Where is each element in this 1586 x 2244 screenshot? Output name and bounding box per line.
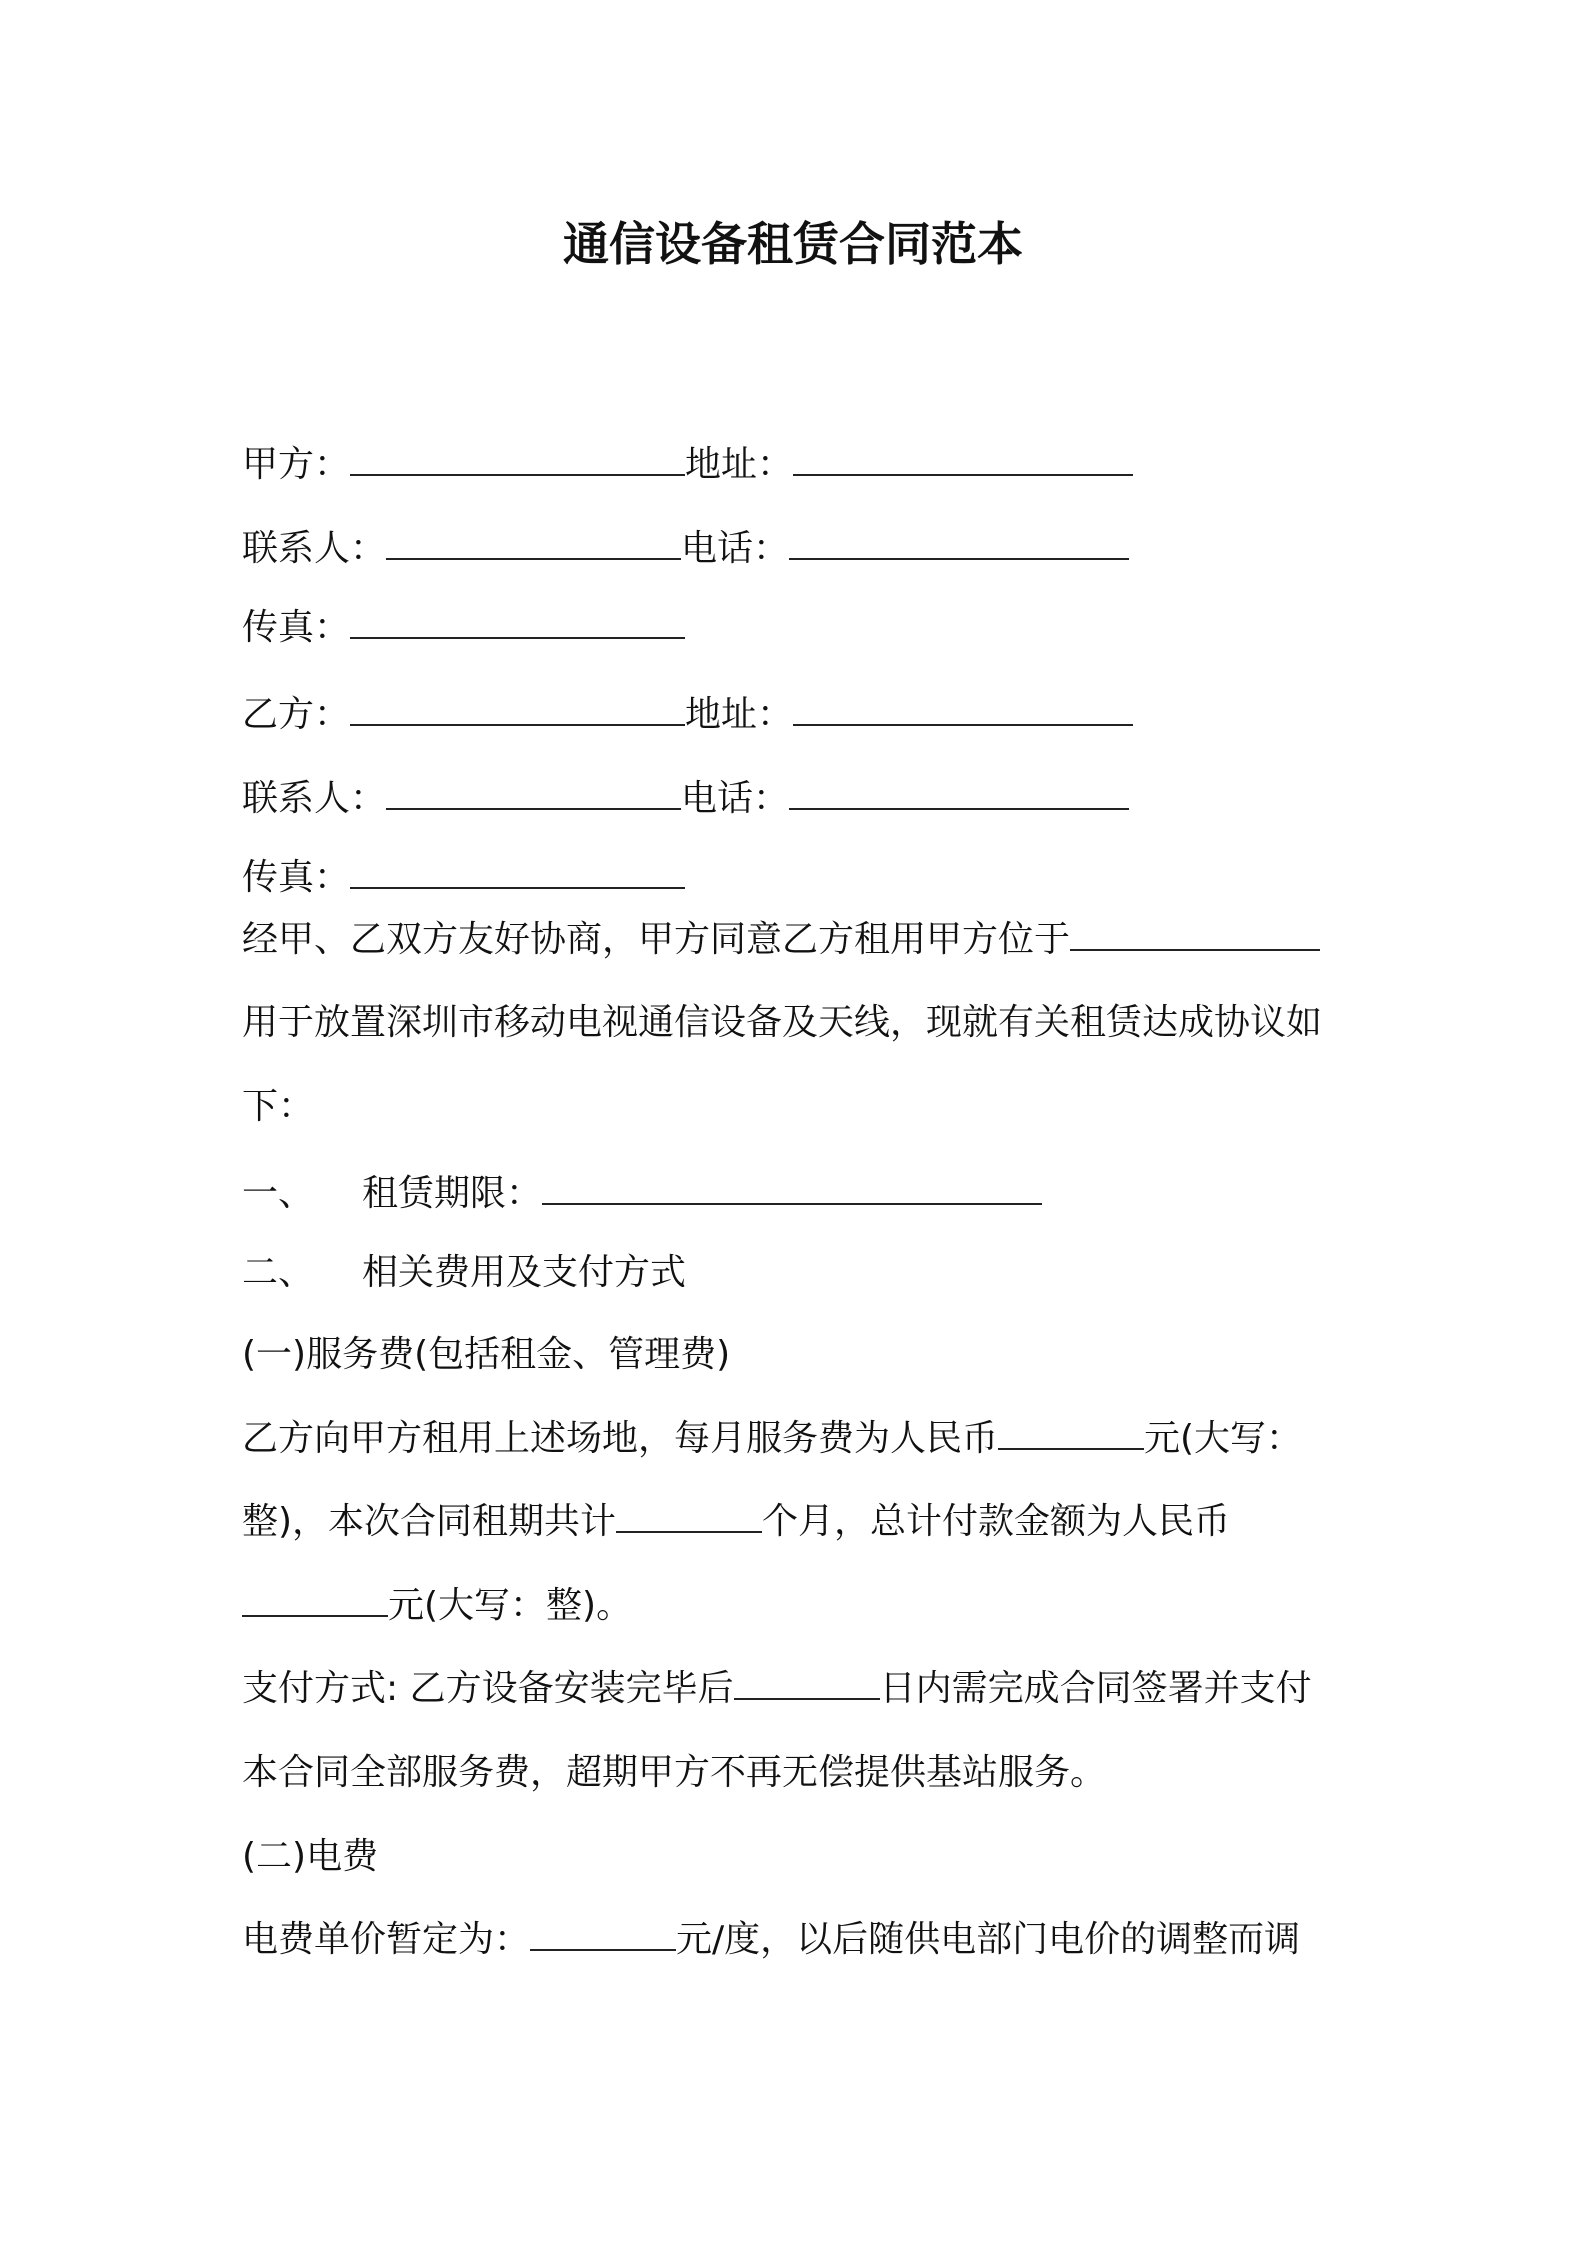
party-b-address-label: 地址： [685, 694, 794, 736]
months-blank[interactable] [616, 1497, 762, 1533]
intro-text-1: 经甲、乙双方友好协商，甲方同意乙方租用甲方位于 [242, 919, 1071, 961]
party-b-contact-label: 联系人： [242, 778, 387, 820]
section-2-label: 相关费用及支付方式 [362, 1252, 687, 1293]
electricity-heading: (二)电费 [242, 1836, 379, 1877]
payment-text-1b: 日内需完成合同签署并支付 [879, 1668, 1312, 1710]
service-fee-text-3b: 元(大写：整)。 [388, 1585, 633, 1627]
service-fee-text-1a: 乙方向甲方租用上述场地，每月服务费为人民币 [242, 1418, 999, 1460]
section-2-number: 二、 [242, 1252, 315, 1293]
page-title: 通信设备租赁合同范本 [563, 217, 1023, 271]
party-b-phone-blank[interactable] [789, 774, 1129, 810]
electricity-text-1b: 元/度，以后随供电部门电价的调整而调 [676, 1919, 1301, 1961]
intro-line-1 [242, 915, 1320, 965]
party-b-fax-label: 传真： [242, 857, 351, 899]
electricity-line-1 [242, 1915, 1300, 1965]
party-a-fax-row [242, 603, 685, 653]
section-1-label: 租赁期限： [362, 1173, 543, 1215]
party-a-contact-row [242, 524, 1129, 574]
service-fee-heading: (一)服务费(包括租金、管理费) [242, 1334, 731, 1375]
section-1-number: 一、 [242, 1173, 315, 1215]
intro-line-3 [242, 1082, 314, 1132]
party-a-address-label: 地址： [685, 444, 794, 486]
party-b-phone-label: 电话： [681, 778, 790, 820]
party-b-fax-blank[interactable] [350, 853, 685, 889]
party-b-fax-row [242, 853, 685, 903]
payment-line-1 [242, 1664, 1312, 1714]
intro-text-3: 下： [242, 1086, 315, 1127]
party-a-phone-blank[interactable] [789, 524, 1129, 560]
service-fee-line-3 [242, 1581, 632, 1631]
party-a-fax-blank[interactable] [350, 603, 685, 639]
party-a-fax-label: 传真： [242, 607, 351, 649]
party-b-row [242, 690, 1133, 740]
payment-days-blank[interactable] [734, 1664, 880, 1700]
intro-text-2: 用于放置深圳市移动电视通信设备及天线，现就有关租赁达成协议如 [242, 1002, 1323, 1043]
party-a-row [242, 440, 1133, 490]
service-fee-text-2a: 整)，本次合同租期共计 [242, 1501, 617, 1543]
party-a-label: 甲方： [242, 444, 351, 486]
service-fee-text-2b: 个月，总计付款金额为人民币 [762, 1501, 1231, 1543]
party-b-contact-blank[interactable] [386, 774, 681, 810]
payment-line-2: 本合同全部服务费，超期甲方不再无偿提供基站服务。 [242, 1752, 1107, 1793]
lease-term-blank[interactable] [542, 1169, 1042, 1205]
monthly-fee-blank[interactable] [998, 1414, 1144, 1450]
total-amount-blank[interactable] [242, 1581, 388, 1617]
electricity-text-1a: 电费单价暂定为： [242, 1919, 531, 1961]
service-fee-text-1b: 元(大写： [1144, 1418, 1303, 1460]
party-a-name-blank[interactable] [350, 440, 685, 476]
party-b-address-blank[interactable] [793, 690, 1133, 726]
party-b-name-blank[interactable] [350, 690, 685, 726]
party-a-address-blank[interactable] [793, 440, 1133, 476]
section-2-row [242, 1248, 686, 1298]
section-1-row [242, 1169, 1042, 1219]
location-blank[interactable] [1070, 915, 1320, 951]
service-fee-line-1 [242, 1414, 1302, 1464]
party-a-contact-label: 联系人： [242, 528, 387, 570]
party-a-contact-blank[interactable] [386, 524, 681, 560]
service-fee-line-2 [242, 1497, 1230, 1547]
payment-text-1a: 支付方式: 乙方设备安装完毕后 [242, 1668, 734, 1710]
party-b-label: 乙方： [242, 694, 351, 736]
intro-line-2 [242, 998, 1322, 1048]
party-b-contact-row [242, 774, 1129, 824]
party-a-phone-label: 电话： [681, 528, 790, 570]
electricity-price-blank[interactable] [530, 1915, 676, 1951]
